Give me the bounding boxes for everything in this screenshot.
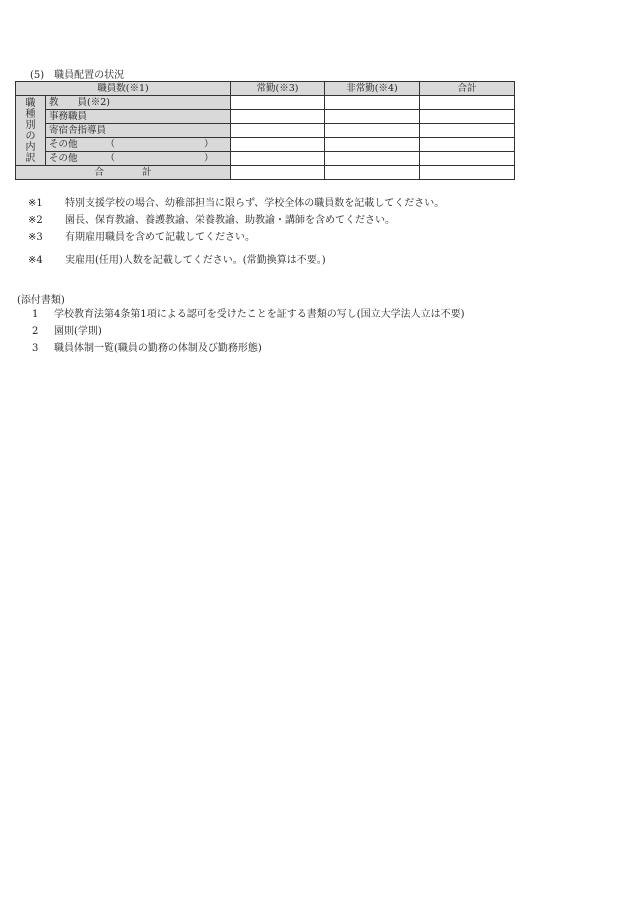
cell-dorm-total[interactable] [420,124,515,138]
header-total: 合計 [420,82,515,96]
row-label-dorm-instructors: 寄宿舎指導員 [46,124,231,138]
attachments-list [28,306,465,357]
cell-teachers-parttime[interactable] [325,96,420,110]
total-row-label: 合 計 [16,166,231,180]
cell-office-fulltime[interactable] [231,110,325,124]
cell-other2-fulltime[interactable] [231,152,325,166]
row-label-other-2: その他 （ ） [46,152,231,166]
note-item: ※1 特別支援学校の場合、幼稚部担当に限らず、学校全体の職員数を記載してください。 [28,198,445,209]
list-item: 1 学校教育法第4条第1項による認可を受けたことを証する書類の写し(国立大学法人立は不要) [32,309,465,320]
note-item: ※3 有期雇用職員を含めて記載してください。 [28,232,255,243]
table-row [16,152,515,166]
cell-teachers-fulltime[interactable] [231,96,325,110]
cell-other1-fulltime[interactable] [231,138,325,152]
cell-office-parttime[interactable] [325,110,420,124]
attachments-title: (添付書類) [17,295,65,306]
section-title: (5) 職員配置の状況 [30,70,125,81]
list-item: 2 園則(学則) [32,326,102,337]
cell-dorm-parttime[interactable] [325,124,420,138]
header-parttime: 非常勤(※4) [325,82,420,96]
header-fulltime: 常勤(※3) [231,82,325,96]
table-row [16,96,515,110]
table-header-row [16,82,515,96]
table-row [16,124,515,138]
cell-total-total[interactable] [420,166,515,180]
cell-total-fulltime[interactable] [231,166,325,180]
table-total-row [16,166,515,180]
row-label-teachers: 教 員(※2) [46,96,231,110]
staff-table [15,81,515,180]
header-staff-count: 職員数(※1) [16,82,231,96]
cell-office-total[interactable] [420,110,515,124]
job-type-breakdown-label: 職 種 別 の 内 訳 [16,96,46,166]
cell-other1-parttime[interactable] [325,138,420,152]
notes-list [20,195,444,269]
cell-total-parttime[interactable] [325,166,420,180]
list-item: 3 職員体制一覧(職員の勤務の体制及び勤務形態) [32,343,262,354]
other-2-specify-field[interactable]: （ ） [105,153,214,164]
cell-other2-total[interactable] [420,152,515,166]
row-label-other-1: その他 （ ） [46,138,231,152]
cell-dorm-fulltime[interactable] [231,124,325,138]
cell-other2-parttime[interactable] [325,152,420,166]
cell-teachers-total[interactable] [420,96,515,110]
table-row [16,138,515,152]
note-item: ※4 実雇用(任用)人数を記載してください。(常勤換算は不要。) [28,255,326,266]
table-row [16,110,515,124]
other-1-specify-field[interactable]: （ ） [105,139,214,150]
row-label-office-staff: 事務職員 [46,110,231,124]
note-item: ※2 園長、保育教諭、養護教諭、栄養教諭、助教諭・講師を含めてください。 [28,215,395,226]
cell-other1-total[interactable] [420,138,515,152]
